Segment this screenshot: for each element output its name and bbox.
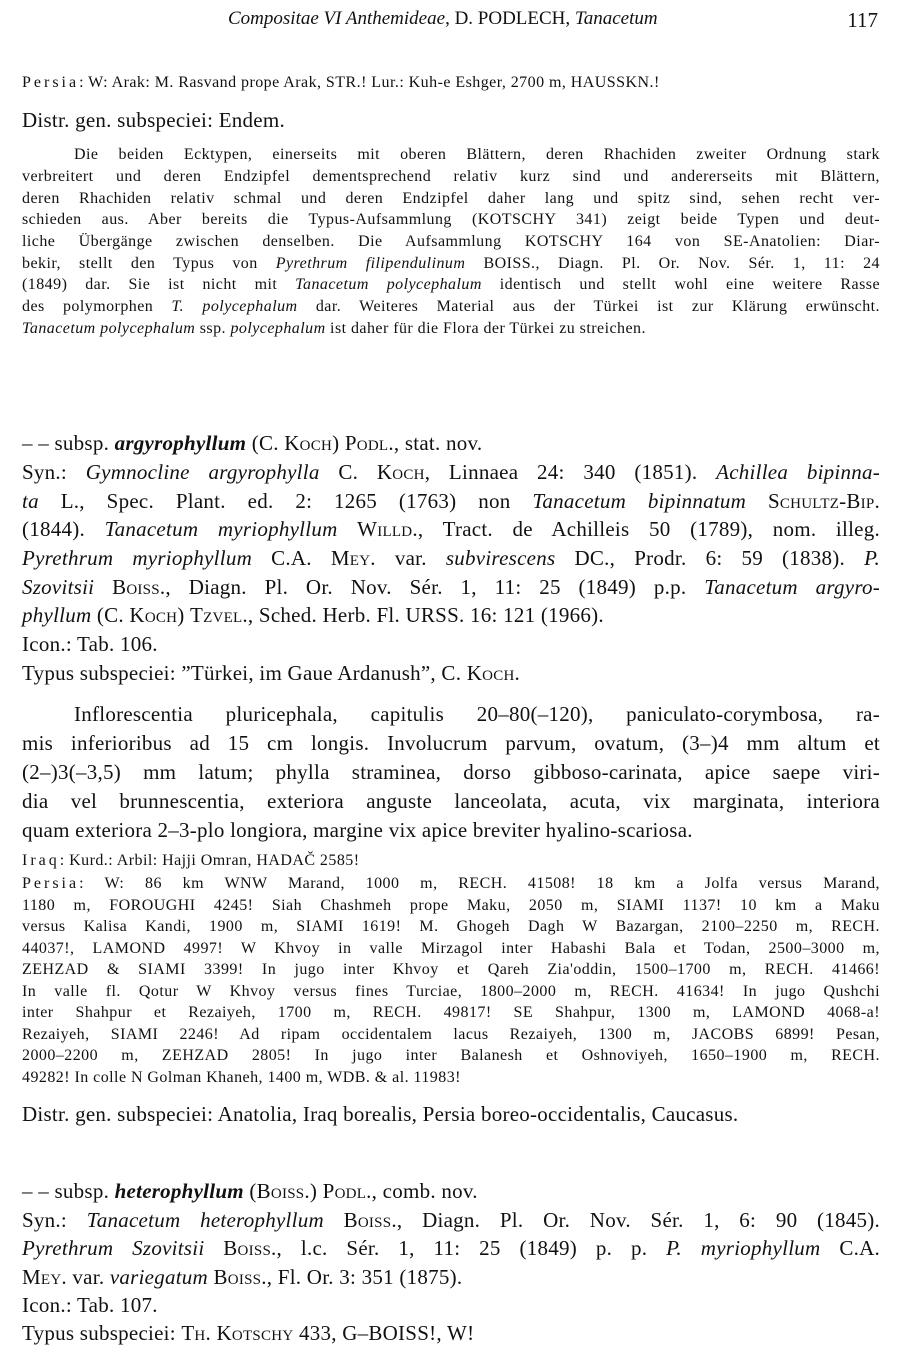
country-label: Persia xyxy=(22,74,80,91)
text-line xyxy=(22,731,880,756)
text-segment: L., Spec. Plant. ed. 2: 1265 (1763) non xyxy=(38,489,533,513)
text-segment: (1844). xyxy=(22,517,105,541)
author-name: Willd. xyxy=(357,517,418,541)
text-line xyxy=(22,875,880,893)
text-segment: 2000–2200 m, ZEHZAD 2805! In jugo inter Balanesh et Oshnoviyeh, 1650–1900 m, RECH. xyxy=(22,1047,880,1064)
text-line xyxy=(22,575,880,600)
taxon-name: Tanacetum argyro- xyxy=(704,575,881,599)
taxon-name: Szovitsii xyxy=(22,575,95,599)
text-line xyxy=(22,961,880,979)
author-name: Boiss. xyxy=(213,1265,267,1289)
text-segment: 44037!, LAMOND 4997! W Khvoy in valle Mirzagol inter Habashi Bala et Todan, 2500–3000 m, xyxy=(22,940,880,957)
text-segment: C. xyxy=(319,460,377,484)
text-segment xyxy=(204,1236,223,1260)
taxon-name: variegatum xyxy=(109,1265,208,1289)
author-name: Koch xyxy=(284,431,333,455)
text-segment: schieden aus. Aber bereits die Typus-Aufsammlung (KOTSCHY 341) zeigt beide Typen und deut- xyxy=(22,211,880,228)
taxon-name: phyllum xyxy=(22,603,92,627)
taxon-name: argyrophyllum xyxy=(114,431,247,455)
text-segment: C.A. xyxy=(252,546,331,570)
text-line xyxy=(22,940,880,958)
taxon-name: Pyrethrum filipendulinum xyxy=(275,255,466,272)
text-segment: Inflorescentia pluricephala, capitulis 20–80(–120), paniculato-corymbosa, ra- xyxy=(74,702,880,726)
text-segment: : W: 86 km WNW Marand, 1000 m, RECH. 41508! 18 km a Jolfa versus Marand, xyxy=(79,875,880,892)
text-line xyxy=(22,108,880,133)
text-segment: – – subsp. xyxy=(22,431,115,455)
author-name: Koch xyxy=(129,603,178,627)
text-line xyxy=(22,852,880,870)
text-line xyxy=(22,1265,880,1290)
text-segment: Rezaiyeh, SIAMI 2246! Ad ripam occidentalem lacus Rezaiyeh, 1300 m, JACOBS 6899! Pesan, xyxy=(22,1026,880,1043)
text-segment: (2–)3(–3,5) mm latum; phylla straminea, dorso gibboso-carinata, apice saepe viri- xyxy=(22,760,880,784)
taxon-name: Gymnocline argyrophylla xyxy=(85,460,320,484)
text-segment: Syn.: xyxy=(22,1208,87,1232)
text-line xyxy=(22,74,880,92)
text-segment: Die beiden Ecktypen, einerseits mit oberen Blättern, deren Rhachiden zweiter Ordnung stark xyxy=(74,146,880,163)
text-line xyxy=(22,168,880,186)
text-line xyxy=(22,789,880,814)
text-segment: quam exteriora 2–3-plo longiora, margine vix apice breviter hyalino-scariosa. xyxy=(22,818,693,842)
page-number: 117 xyxy=(847,8,878,32)
text-segment: , Tract. de Achilleis 50 (1789), nom. illeg. xyxy=(417,517,881,541)
text-segment: versus Kalisa Kandi, 1900 m, SIAMI 1619! M. Ghogeh Dagh W Bazargan, 2100–2250 m, RECH. xyxy=(22,918,880,935)
text-line xyxy=(22,431,880,456)
text-segment: Syn.: xyxy=(22,460,86,484)
text-segment: ) xyxy=(177,603,190,627)
text-segment: ) xyxy=(332,431,345,455)
taxon-name: Tanacetum bipinnatum xyxy=(532,489,747,513)
text-line xyxy=(22,632,880,657)
text-line xyxy=(22,603,880,628)
text-segment: , Fl. Or. 3: 351 (1875). xyxy=(266,1265,463,1289)
text-segment: ist daher für die Flora der Türkei zu streichen. xyxy=(325,320,646,337)
text-segment: Typus subspeciei: ”Türkei, im Gaue Ardanush”, C. xyxy=(22,661,467,685)
text-line xyxy=(22,1102,880,1127)
text-segment: ) xyxy=(309,1179,323,1203)
text-segment: DC., Prodr. 6: 59 (1838). xyxy=(555,546,865,570)
text-line xyxy=(22,255,880,273)
text-line xyxy=(22,1179,880,1204)
text-segment: , Diagn. Pl. Or. Nov. Sér. 1, 6: 90 (1845). xyxy=(396,1208,881,1232)
text-segment: BOISS., Diagn. Pl. Or. Nov. Sér. 1, 11: 24 xyxy=(465,255,880,272)
author-name: Boiss. xyxy=(256,1179,310,1203)
text-line xyxy=(22,276,880,294)
text-line xyxy=(74,702,880,727)
text-line xyxy=(22,1293,880,1318)
author-name: Podl. xyxy=(322,1179,372,1203)
text-line xyxy=(22,190,880,208)
author-name: Boiss. xyxy=(343,1208,397,1232)
text-segment: In valle fl. Qotur W Khvoy versus fines Turciae, 1800–2000 m, RECH. 41634! In jugo Qushchi xyxy=(22,983,880,1000)
taxon-name: Tanacetum polycephalum xyxy=(22,320,196,337)
text-segment: Distr. gen. subspeciei: Anatolia, Iraq borealis, Persia boreo-occidentalis, Caucasus. xyxy=(22,1102,739,1126)
text-segment xyxy=(338,517,358,541)
text-line xyxy=(22,460,880,485)
text-segment: Typus subspeciei: xyxy=(22,1321,182,1345)
text-segment: ssp. xyxy=(195,320,231,337)
text-segment: (C. xyxy=(91,603,130,627)
text-segment: dar. Weiteres Material aus der Türkei ist zur Klärung erwünscht. xyxy=(297,298,880,315)
author-name: Boiss. xyxy=(112,575,166,599)
taxon-name: polycephalum xyxy=(230,320,326,337)
text-segment: liche Übergänge zwischen denselben. Die Aufsammlung KOTSCHY 164 von SE-Anatolien: Diar- xyxy=(22,233,880,250)
text-segment: 433, G–BOISS!, W! xyxy=(293,1321,475,1345)
author-name: Boiss. xyxy=(223,1236,277,1260)
text-segment: var. xyxy=(375,546,446,570)
taxon-name: Tanacetum polycephalum xyxy=(295,276,482,293)
country-label: Persia xyxy=(22,875,80,892)
taxon-name: Compositae VI Anthemideae xyxy=(228,8,446,29)
text-segment: , Diagn. Pl. Or. Nov. Sér. 1, 11: 25 (1849) p.p. xyxy=(165,575,705,599)
text-line xyxy=(22,1208,880,1233)
text-segment: var. xyxy=(66,1265,110,1289)
text-segment: , comb. nov. xyxy=(371,1179,478,1203)
text-segment: dia vel brunnescentia, exteriora anguste lanceolata, acuta, vix marginata, interiora xyxy=(22,789,880,813)
text-segment: 49282! In colle N Golman Khaneh, 1400 m, WDB. & al. 11983! xyxy=(22,1069,461,1086)
text-segment: inter Shahpur et Rezaiyeh, 1700 m, RECH. 49817! SE Shahpur, 1300 m, LAMOND 4068-a! xyxy=(22,1004,880,1021)
text-segment xyxy=(746,489,768,513)
author-name: Podl. xyxy=(344,431,394,455)
text-line xyxy=(22,1026,880,1044)
text-line xyxy=(22,489,880,514)
taxon-name: Tanacetum heterophyllum xyxy=(86,1208,324,1232)
text-segment: , D. PODLECH, xyxy=(445,8,575,29)
text-segment: ZEHZAD & SIAMI 3399! In jugo inter Khvoy et Qareh Zia'oddin, 1500–1700 m, RECH. 41466! xyxy=(22,961,880,978)
taxon-name: Tanacetum xyxy=(574,8,658,29)
text-segment xyxy=(94,575,112,599)
text-line xyxy=(22,760,880,785)
text-line xyxy=(22,517,880,542)
author-name: Th. Kotschy xyxy=(181,1321,294,1345)
text-segment: identisch und stellt wohl eine weitere Rasse xyxy=(481,276,880,293)
running-title xyxy=(228,8,658,30)
text-segment: ( xyxy=(243,1179,257,1203)
text-line xyxy=(22,661,880,686)
text-line xyxy=(22,1236,880,1261)
text-line xyxy=(22,918,880,936)
text-line xyxy=(22,818,880,843)
text-segment: bekir, stellt den Typus von xyxy=(22,255,276,272)
text-line xyxy=(74,146,880,164)
taxon-name: ta xyxy=(22,489,39,513)
taxon-name: Tanacetum myriophyllum xyxy=(104,517,338,541)
author-name: Koch. xyxy=(466,661,521,685)
author-name: Koch xyxy=(376,460,425,484)
text-segment: Icon.: Tab. 106. xyxy=(22,632,158,656)
text-segment: deren Rhachiden relativ schmal und deren Endzipfel daher lang und spitz sind, sehen recht ver- xyxy=(22,190,880,207)
text-segment: , stat. nov. xyxy=(393,431,483,455)
text-segment: , Sched. Herb. Fl. URSS. 16: 121 (1966). xyxy=(247,603,604,627)
text-line xyxy=(22,546,880,571)
running-header xyxy=(0,8,900,34)
text-line xyxy=(22,1047,880,1065)
taxon-name: Pyrethrum Szovitsii xyxy=(22,1236,205,1260)
taxon-name: T. polycephalum xyxy=(171,298,298,315)
text-segment: 1180 m, FOROUGHI 4245! Siah Chashmeh prope Maku, 2050 m, SIAMI 1137! 10 km a Maku xyxy=(22,897,880,914)
text-segment: , l.c. Sér. 1, 11: 25 (1849) p. p. xyxy=(276,1236,667,1260)
taxon-name: subvirescens xyxy=(445,546,556,570)
text-segment: Icon.: Tab. 107. xyxy=(22,1293,158,1317)
text-line xyxy=(22,320,880,338)
text-line xyxy=(22,1004,880,1022)
text-segment: , Linnaea 24: 340 (1851). xyxy=(424,460,717,484)
text-line xyxy=(22,1321,880,1346)
text-line xyxy=(22,233,880,251)
text-segment: (1849) dar. Sie ist nicht mit xyxy=(22,276,296,293)
text-segment: – – subsp. xyxy=(22,1179,115,1203)
text-line xyxy=(22,211,880,229)
text-segment xyxy=(324,1208,344,1232)
taxon-name: P. myriophyllum xyxy=(666,1236,821,1260)
author-name: Mey. xyxy=(22,1265,67,1289)
text-segment: : W: Arak: M. Rasvand prope Arak, STR.! Lur.: Kuh-e Eshger, 2700 m, HAUSSKN.! xyxy=(79,74,660,91)
text-line xyxy=(22,983,880,1001)
text-segment: des polymorphen xyxy=(22,298,172,315)
country-label: Iraq xyxy=(22,852,60,869)
text-line xyxy=(22,298,880,316)
text-segment: (C. xyxy=(246,431,285,455)
author-name: Schultz-Bip. xyxy=(767,489,881,513)
author-name: Tzvel. xyxy=(190,603,248,627)
taxon-name: Pyrethrum myriophyllum xyxy=(22,546,253,570)
text-segment: mis inferioribus ad 15 cm longis. Involucrum parvum, ovatum, (3–)4 mm altum et xyxy=(22,731,880,755)
taxon-name: Achillea bipinna- xyxy=(716,460,881,484)
taxon-name: P. xyxy=(864,546,881,570)
text-line xyxy=(22,897,880,915)
taxon-name: heterophyllum xyxy=(114,1179,244,1203)
text-segment: verbreitert und deren Endzipfel dementsprechend relativ kurz sind und andererseits mit Blättern, xyxy=(22,168,880,185)
text-segment: : Kurd.: Arbil: Hajji Omran, HADAČ 2585! xyxy=(59,852,360,869)
text-segment: C.A. xyxy=(820,1236,880,1260)
text-segment: Distr. gen. subspeciei: Endem. xyxy=(22,108,285,132)
text-line xyxy=(22,1069,880,1087)
author-name: Mey. xyxy=(330,546,376,570)
